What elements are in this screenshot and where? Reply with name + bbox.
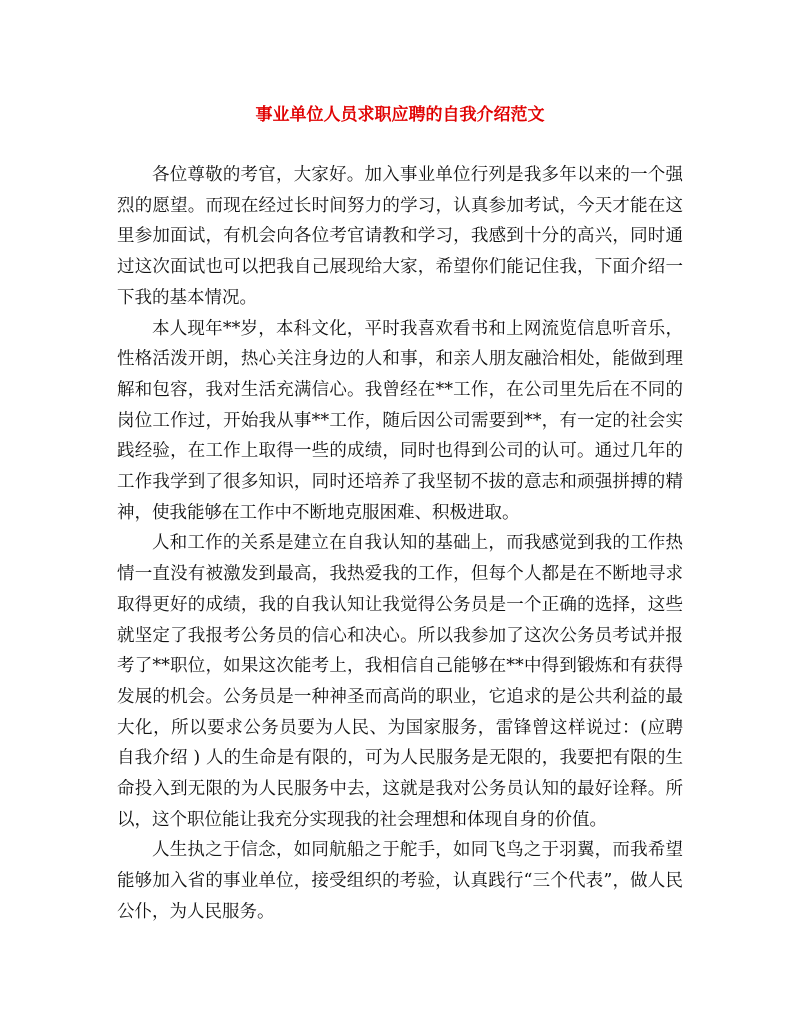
document-title: 事业单位人员求职应聘的自我介绍范文 — [255, 105, 545, 125]
paragraph-background: 本人现年**岁，本科文化，平时我喜欢看书和上网流览信息听音乐，性格活泼开朗，热心关注身边的人和事，和亲人朋友融洽相处，能做到理解和包容，我对生活充满信心。我曾经在**工作，在公司里先后在不同的岗位工作过，开始我从事**工作，随后因公司需要到**，有一定的社会实践经验，在工作上取得一些的成绩，同时也得到公司的认可。通过几年的工作我学到了很多知识，同时还培养了我坚韧不拔的意志和顽强拼搏的精神，使我能够在工作中不断地克服困难、积极进取。 — [117, 318, 683, 523]
document-body — [117, 160, 683, 928]
paragraph-motivation: 人和工作的关系是建立在自我认知的基础上，而我感觉到我的工作热情一直没有被激发到最高，我热爱我的工作，但每个人都是在不断地寻求取得更好的成绩，我的自我认知让我觉得公务员是一个正确的选择，这些就坚定了我报考公务员的信心和决心。所以我参加了这次公务员考试并报考了**职位，如果这次能考上，我相信自己能够在**中得到锻炼和有获得发展的机会。公务员是一种神圣而高尚的职业，它追求的是公共利益的最大化，所以要求公务员要为人民、为国家服务，雷锋曾这样说过：(应聘自我介绍 ) 人的生命是有限的，可为人民服务是无限的，我要把有限的生命投入到无限的为人民服务中去，这就是我对公务员认知的最好诠释。所以，这个职位能让我充分实现我的社会理想和体现自身的价值。 — [117, 533, 683, 830]
paragraph-closing: 人生执之于信念，如同航船之于舵手，如同飞鸟之于羽翼，而我希望能够加入省的事业单位，接受组织的考验，认真践行“三个代表”，做人民公仆，为人民服务。 — [117, 840, 683, 922]
paragraph-greeting: 各位尊敬的考官，大家好。加入事业单位行列是我多年以来的一个强烈的愿望。而现在经过长时间努力的学习，认真参加考试，今天才能在这里参加面试，有机会向各位考官请教和学习，我感到十分的高兴，同时通过这次面试也可以把我自己展现给大家，希望你们能记住我，下面介绍一下我的基本情况。 — [117, 165, 683, 308]
